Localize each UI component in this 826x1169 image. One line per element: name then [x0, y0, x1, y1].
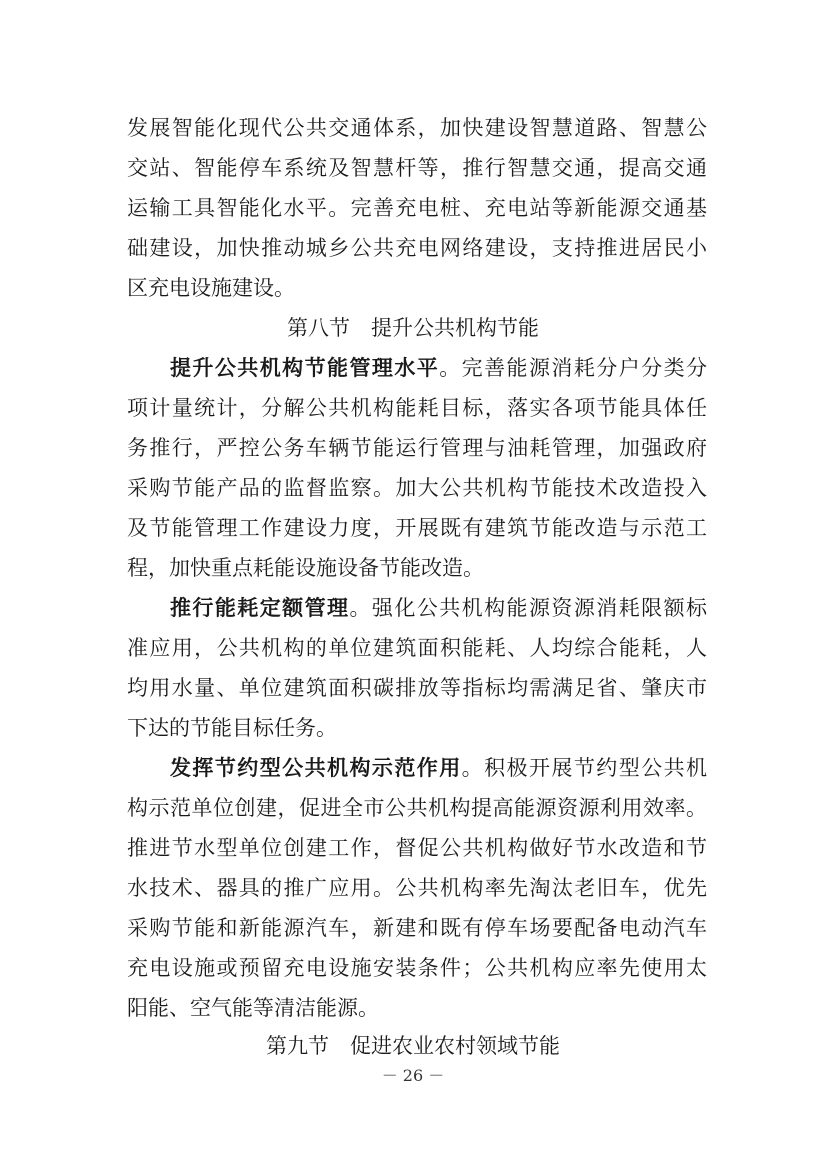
paragraph-4-line-5: 采购节能和新能源汽车，新建和既有停车场要配备电动汽车: [127, 916, 707, 940]
paragraph-2-line-6: 程，加快重点耗能设施设备节能改造。: [127, 556, 484, 580]
section-8-heading: 第八节 提升公共机构节能: [287, 316, 539, 340]
paragraph-2-line-1: [170, 350, 707, 386]
paragraph-3-first-rest: 。强化公共机构能源资源消耗限额标: [349, 596, 708, 620]
paragraph-4-line-7: 阳能、空气能等清洁能源。: [127, 996, 379, 1020]
paragraph-4-line-6: 充电设施或预留充电设施安装条件；公共机构应率先使用太: [127, 956, 707, 980]
paragraph-4-line-4: 水技术、器具的推广应用。公共机构率先淘汰老旧车，优先: [127, 876, 707, 900]
paragraph-1-line-5: 区充电设施建设。: [127, 276, 295, 300]
paragraph-1-line-2: 交站、智能停车系统及智慧杆等，推行智慧交通，提高交通: [127, 156, 707, 180]
paragraph-2-line-3: 务推行，严控公务车辆节能运行管理与油耗管理，加强政府: [127, 436, 707, 460]
paragraph-2-lead: 提升公共机构节能管理水平: [170, 356, 440, 380]
paragraph-1-line-3: 运输工具智能化水平。完善充电桩、充电站等新能源交通基: [127, 196, 707, 220]
section-9-heading: 第九节 促进农业农村领域节能: [266, 1034, 560, 1058]
paragraph-3-line-4: 下达的节能目标任务。: [127, 716, 337, 740]
paragraph-1-line-1: 发展智能化现代公共交通体系，加快建设智慧道路、智慧公: [127, 116, 707, 140]
paragraph-3-lead: 推行能耗定额管理: [170, 596, 350, 620]
paragraph-2-line-2: 项计量统计，分解公共机构能耗目标，落实各项节能具体任: [127, 396, 707, 420]
paragraph-2-line-4: 采购节能产品的监督监察。加大公共机构节能技术改造投入: [127, 476, 707, 500]
page-number: － 26 －: [381, 1066, 445, 1085]
paragraph-4-lead: 发挥节约型公共机构示范作用: [170, 756, 462, 780]
paragraph-4-first-rest: 。积极开展节约型公共机: [461, 756, 708, 780]
paragraph-4-line-3: 推进节水型单位创建工作，督促公共机构做好节水改造和节: [127, 836, 707, 860]
paragraph-4-line-2: 构示范单位创建，促进全市公共机构提高能源资源利用效率。: [127, 796, 707, 820]
paragraph-2-first-rest: 。完善能源消耗分户分类分: [439, 356, 708, 380]
paragraph-3-line-1: [170, 590, 707, 626]
paragraph-3-line-2: 准应用，公共机构的单位建筑面积能耗、人均综合能耗，人: [127, 636, 707, 660]
paragraph-4-line-1: [170, 750, 707, 786]
paragraph-3-line-3: 均用水量、单位建筑面积碳排放等指标均需满足省、肇庆市: [127, 676, 707, 700]
paragraph-2-line-5: 及节能管理工作建设力度，开展既有建筑节能改造与示范工: [127, 516, 707, 540]
paragraph-1-line-4: 础建设，加快推动城乡公共充电网络建设，支持推进居民小: [127, 236, 707, 260]
